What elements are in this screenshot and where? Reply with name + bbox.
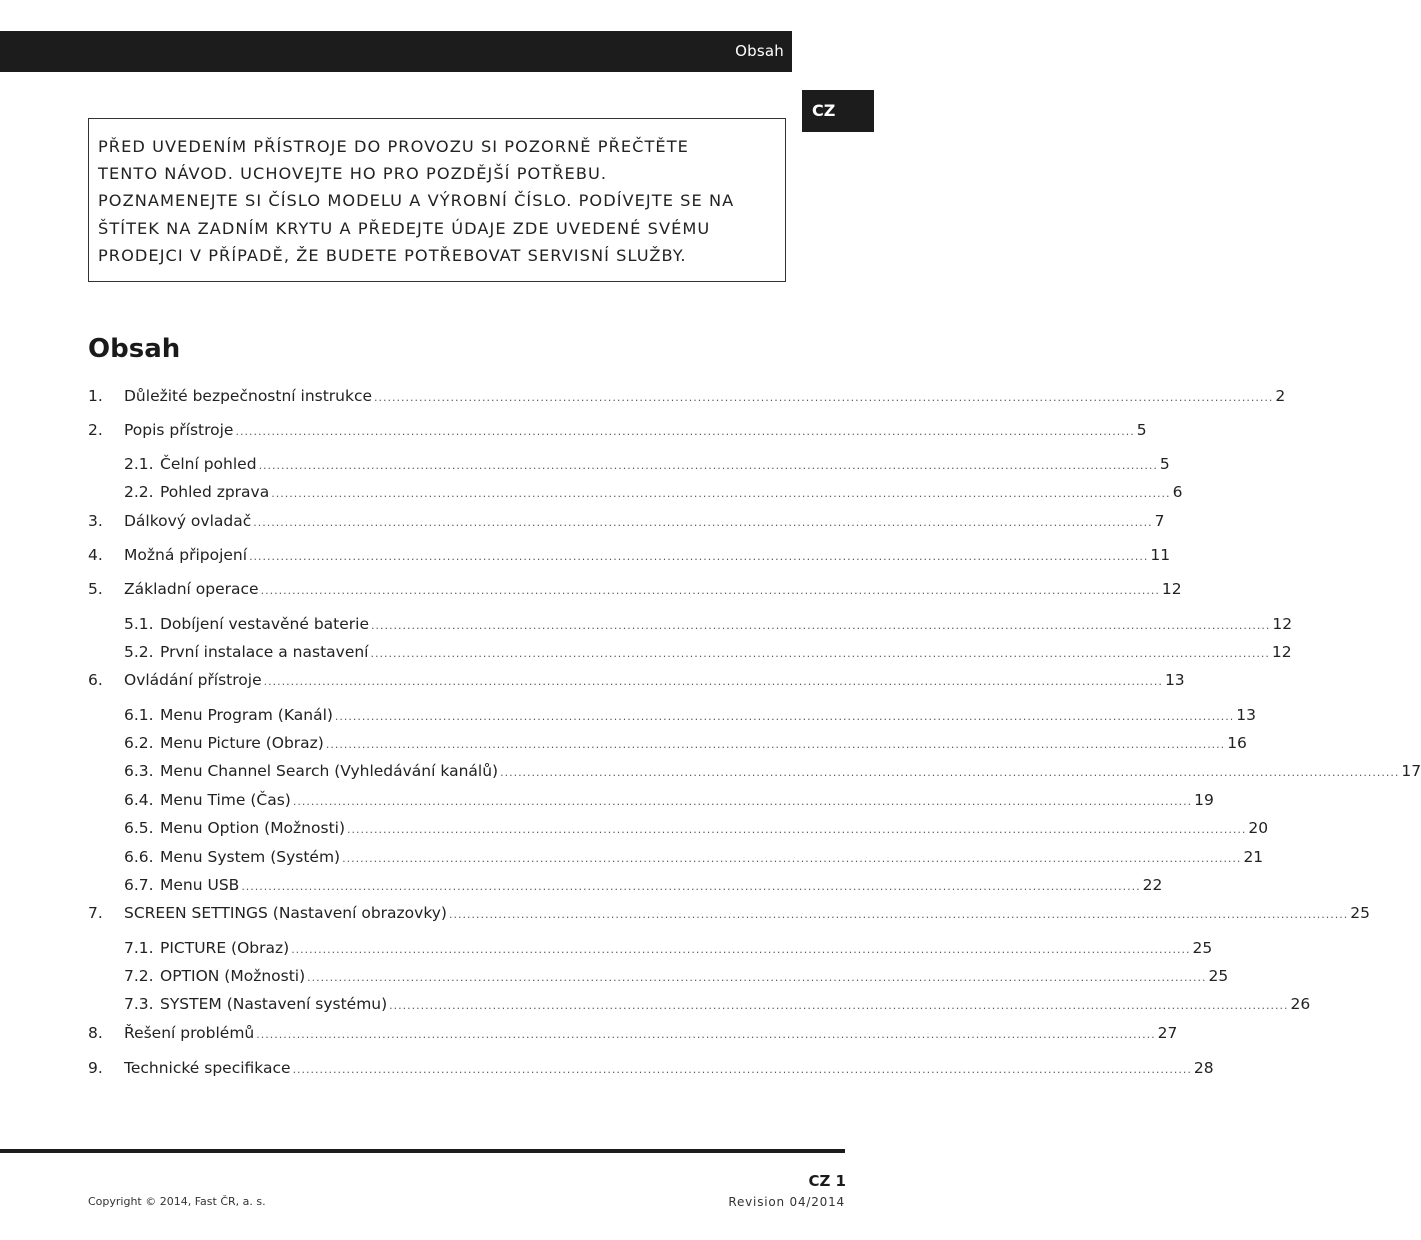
toc-entry-label: Popis přístroje [124,421,234,439]
toc-entry-label: Menu USB [160,876,240,894]
toc-leader-dots: ........................................................................................................................................................................................................ [291,943,1191,956]
toc-entry-page: 21 [1243,848,1264,866]
toc-entry-label: Ovládání přístroje [124,671,262,689]
toc-entry-label: Menu System (Systém) [160,848,341,866]
toc-entry[interactable] [124,791,1214,813]
toc-entry-page: 27 [1157,1024,1178,1042]
toc-entry-page: 22 [1142,876,1163,894]
toc-entry-number: 8. [88,1024,103,1042]
toc-entry[interactable] [124,967,1229,989]
toc-entry-label: Menu Channel Search (Vyhledávání kanálů) [160,762,499,780]
toc-entry-page: 25 [1350,904,1371,922]
toc-entry-page: 6 [1172,483,1183,501]
toc-leader-dots: ........................................................................................................................................................................................................ [307,971,1207,984]
toc-leader-dots: ........................................................................................................................................................................................................ [256,1028,1156,1041]
toc-leader-dots: ........................................................................................................................................................................................................ [334,710,1235,723]
toc-entry-number: 6.7. [124,876,154,894]
toc-entry-page: 5 [1159,455,1170,473]
notice-box [88,118,786,282]
toc-entry-page: 5 [1136,421,1147,439]
toc-entry-page: 25 [1208,967,1229,985]
toc-entry[interactable] [88,512,1165,534]
toc-entry-page: 26 [1290,995,1311,1013]
toc-entry-label: Dálkový ovladač [124,512,252,530]
toc-leader-dots: ........................................................................................................................................................................................................ [241,880,1141,893]
toc-entry-number: 6.5. [124,819,154,837]
toc-entry[interactable] [124,483,1183,505]
toc-entry-label: Řešení problémů [124,1024,255,1042]
toc-entry-label: Důležité bezpečnostní instrukce [124,387,373,405]
toc-entry-label: SYSTEM (Nastavení systému) [160,995,388,1013]
toc-leader-dots: ........................................................................................................................................................................................................ [271,487,1171,500]
toc-entry-page: 28 [1193,1059,1214,1077]
toc-entry[interactable] [124,995,1311,1017]
toc-entry-label: Čelní pohled [160,455,257,473]
toc-entry[interactable] [88,387,1286,409]
toc-leader-dots: ........................................................................................................................................................................................................ [258,459,1158,472]
toc-entry-page: 19 [1194,791,1214,809]
toc-entry-number: 6.6. [124,848,154,866]
toc-entry[interactable] [88,671,1185,693]
toc-leader-dots: ........................................................................................................................................................................................................ [292,795,1193,808]
toc-entry-number: 2.1. [124,455,154,473]
toc-leader-dots: ........................................................................................................................................................................................................ [347,823,1247,836]
notice-line: PRODEJCI V PŘÍPADĚ, ŽE BUDETE POTŘEBOVAT SERVISNÍ SLUŽBY. [98,245,687,265]
toc-title: Obsah [88,334,181,364]
toc-entry-label: Menu Time (Čas) [160,791,291,809]
toc-entry-page: 13 [1164,671,1185,689]
toc-entry-label: PICTURE (Obraz) [160,939,290,957]
toc-entry[interactable] [124,876,1163,898]
toc-entry[interactable] [88,1024,1178,1046]
notice-line: PŘED UVEDENÍM PŘÍSTROJE DO PROVOZU SI POZORNĚ PŘEČTĚTE [98,137,689,156]
toc-entry[interactable] [88,546,1171,568]
toc-entry[interactable] [124,455,1170,477]
toc-entry-number: 7. [88,904,103,922]
copyright-notice: Copyright © 2014, Fast ČR, a. s. [88,1195,266,1208]
toc-leader-dots: ........................................................................................................................................................................................................ [374,391,1274,404]
toc-entry-page: 16 [1227,734,1247,752]
toc-entry[interactable] [88,1059,1214,1081]
toc-entry-number: 3. [88,512,103,530]
toc-entry-label: OPTION (Možnosti) [160,967,306,985]
toc-entry-number: 4. [88,546,103,564]
toc-entry-number: 6. [88,671,103,689]
toc-entry-page: 17 [1401,762,1421,780]
toc-entry-page: 12 [1161,580,1182,598]
toc-entry-label: Pohled zprava [160,483,270,501]
toc-entry-label: Menu Option (Možnosti) [160,819,345,837]
toc-entry-page: 13 [1236,706,1256,724]
toc-entry-number: 7.2. [124,967,154,985]
toc-leader-dots: ........................................................................................................................................................................................................ [263,675,1163,688]
toc-entry[interactable] [124,643,1292,665]
toc-leader-dots: ........................................................................................................................................................................................................ [235,425,1135,438]
toc-entry-number: 7.3. [124,995,154,1013]
toc-leader-dots: ........................................................................................................................................................................................................ [342,852,1242,865]
toc-entry-label: Menu Picture (Obraz) [160,734,324,752]
toc-entry-number: 6.2. [124,734,154,752]
toc-entry-number: 9. [88,1059,103,1077]
toc-entry-page: 25 [1192,939,1213,957]
toc-entry[interactable] [124,615,1293,637]
toc-leader-dots: ........................................................................................................................................................................................................ [448,908,1349,921]
toc-entry-label: Menu Program (Kanál) [160,706,333,724]
toc-entry-number: 7.1. [124,939,154,957]
notice-line: ŠTÍTEK NA ZADNÍM KRYTU A PŘEDEJTE ÚDAJE ZDE UVEDENÉ SVÉMU [98,218,711,238]
toc-entry[interactable] [88,421,1147,443]
toc-entry-page: 20 [1248,819,1269,837]
page-number: CZ 1 [808,1172,846,1190]
toc-entry-label: Technické specifikace [124,1059,291,1077]
toc-entry-number: 6.4. [124,791,154,809]
toc-entry-number: 5.1. [124,615,154,633]
toc-entry[interactable] [124,734,1247,756]
language-tab: CZ [802,90,874,132]
toc-entry-number: 2.2. [124,483,154,501]
toc-entry-label: První instalace a nastavení [160,643,369,661]
footer-rule [0,1149,845,1153]
toc-entry[interactable] [124,762,1421,784]
toc-entry-number: 6.1. [124,706,154,724]
toc-entry-number: 6.3. [124,762,154,780]
toc-entry[interactable] [88,904,1371,926]
header-title: Obsah [735,42,784,60]
toc-leader-dots: ........................................................................................................................................................................................................ [389,999,1289,1012]
toc-leader-dots: ........................................................................................................................................................................................................ [371,619,1271,632]
toc-entry-page: 2 [1275,387,1286,405]
revision-label: Revision 04/2014 [728,1195,845,1209]
toc-entry-label: Dobíjení vestavěné baterie [160,615,369,633]
header-bar [0,31,792,72]
toc-entry-label: Základní operace [124,580,259,598]
notice-line: TENTO NÁVOD. UCHOVEJTE HO PRO POZDĚJŠÍ POTŘEBU. [98,164,608,184]
toc-entry-number: 5.2. [124,643,154,661]
toc-entry[interactable] [124,848,1264,870]
toc-entry-number: 5. [88,580,103,598]
toc-entry-label: SCREEN SETTINGS (Nastavení obrazovky) [124,904,447,922]
toc-leader-dots: ........................................................................................................................................................................................................ [500,766,1400,779]
toc-entry-page: 11 [1150,546,1171,564]
toc-leader-dots: ........................................................................................................................................................................................................ [253,516,1153,529]
toc-entry-number: 2. [88,421,103,439]
toc-leader-dots: ........................................................................................................................................................................................................ [325,738,1226,751]
toc-leader-dots: ........................................................................................................................................................................................................ [292,1063,1192,1076]
toc-entry-label: Možná připojení [124,546,248,564]
toc-entry[interactable] [88,580,1182,602]
toc-entry[interactable] [124,819,1269,841]
notice-line: POZNAMENEJTE SI ČÍSLO MODELU A VÝROBNÍ ČÍSLO. PODÍVEJTE SE NA [98,191,735,211]
toc-entry-page: 12 [1272,615,1293,633]
toc-leader-dots: ........................................................................................................................................................................................................ [249,550,1149,563]
toc-entry[interactable] [124,706,1256,728]
toc-entry-number: 1. [88,387,103,405]
toc-entry[interactable] [124,939,1213,961]
toc-entry-page: 7 [1154,512,1165,530]
toc-entry-page: 12 [1271,643,1292,661]
toc-leader-dots: ........................................................................................................................................................................................................ [260,584,1160,597]
toc-leader-dots: ........................................................................................................................................................................................................ [370,647,1270,660]
